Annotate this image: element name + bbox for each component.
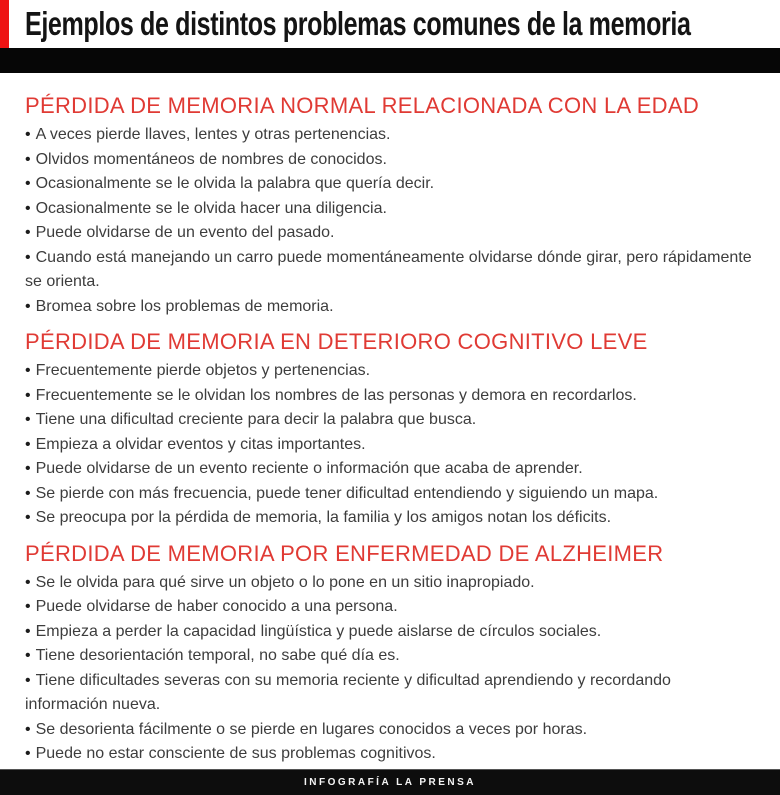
- bullet-icon: •: [25, 720, 31, 738]
- header-divider-bar: [0, 48, 780, 73]
- header: [0, 0, 780, 48]
- page-title: Ejemplos de distintos problemas comunes de la memoria: [25, 5, 691, 42]
- bullet-text: A veces pierde llaves, lentes y otras pertenencias.: [35, 126, 391, 143]
- bullet-item: [25, 620, 755, 645]
- bullet-item: [25, 359, 755, 384]
- bullet-text: Frecuentemente pierde objetos y pertenencias.: [35, 362, 371, 379]
- red-accent-bar: [0, 0, 9, 48]
- bullet-icon: •: [25, 622, 31, 640]
- bullet-text: Ocasionalmente se le olvida la palabra que quería decir.: [35, 175, 435, 192]
- bullet-item: [25, 457, 755, 482]
- bullet-item: [25, 669, 755, 718]
- bullet-icon: •: [25, 248, 31, 266]
- bullet-icon: •: [25, 671, 31, 689]
- bullet-item: [25, 246, 755, 295]
- bullet-text: Se desorienta fácilmente o se pierde en lugares conocidos a veces por horas.: [35, 720, 588, 738]
- bullet-text: Frecuentemente se le olvidan los nombres de las personas y demora en recordarlos.: [35, 386, 637, 404]
- memory-section: [25, 95, 755, 319]
- bullet-item: [25, 718, 755, 743]
- bullet-item: [25, 433, 755, 458]
- bullet-text: Bromea sobre los problemas de memoria.: [35, 297, 334, 315]
- bullet-icon: •: [25, 386, 31, 404]
- bullet-item: [25, 742, 755, 767]
- bullet-item: [25, 506, 755, 531]
- bullet-text: Puede olvidarse de un evento del pasado.: [35, 224, 335, 241]
- bullet-item: [25, 148, 755, 173]
- section-heading: PÉRDIDA DE MEMORIA POR ENFERMEDAD DE ALZHEIMER: [25, 540, 664, 566]
- bullet-text: Puede no estar consciente de sus problemas cognitivos.: [35, 745, 436, 762]
- bullet-icon: •: [25, 509, 31, 526]
- bullet-icon: •: [25, 647, 31, 664]
- bullet-icon: •: [25, 435, 31, 453]
- bullet-text: Tiene una dificultad creciente para decir la palabra que busca.: [35, 411, 477, 428]
- bullet-text: Se le olvida para qué sirve un objeto o lo pone en un sitio inapropiado.: [35, 573, 535, 591]
- bullet-icon: •: [25, 362, 31, 379]
- content: [0, 95, 780, 767]
- bullet-text: Empieza a perder la capacidad lingüística y puede aislarse de círculos sociales.: [35, 622, 602, 640]
- bullet-item: [25, 571, 755, 596]
- bullet-icon: •: [25, 199, 31, 217]
- footer-bar: [0, 769, 780, 795]
- bullet-text: Tiene dificultades severas con su memoria reciente y dificultad aprendiendo y recordando información nueva.: [25, 671, 671, 713]
- section-heading: PÉRDIDA DE MEMORIA NORMAL RELACIONADA CON LA EDAD: [25, 93, 700, 118]
- bullet-item: [25, 595, 755, 620]
- memory-section: [25, 540, 755, 767]
- bullet-icon: •: [25, 460, 31, 477]
- bullet-item: [25, 644, 755, 669]
- bullet-item: [25, 408, 755, 433]
- bullet-item: [25, 384, 755, 409]
- bullet-item: [25, 482, 755, 507]
- bullet-item: [25, 295, 755, 320]
- bullet-text: Olvidos momentáneos de nombres de conocidos.: [35, 150, 387, 168]
- bullet-icon: •: [25, 745, 31, 762]
- bullet-item: [25, 172, 755, 197]
- memory-section: [25, 331, 755, 531]
- bullet-item: [25, 221, 755, 246]
- bullet-icon: •: [25, 150, 31, 168]
- bullet-icon: •: [25, 297, 31, 315]
- section-heading: PÉRDIDA DE MEMORIA EN DETERIORO COGNITIVO LEVE: [25, 329, 648, 354]
- bullet-icon: •: [25, 598, 31, 615]
- bullet-icon: •: [25, 175, 31, 192]
- bullet-text: Empieza a olvidar eventos y citas importantes.: [35, 435, 366, 453]
- bullet-text: Cuando está manejando un carro puede momentáneamente olvidarse dónde girar, pero rápidamente se orienta.: [25, 248, 752, 290]
- bullet-icon: •: [25, 573, 31, 591]
- bullet-text: Se preocupa por la pérdida de memoria, la familia y los amigos notan los déficits.: [35, 509, 612, 526]
- footer-credit: INFOGRAFÍA LA PRENSA: [303, 777, 477, 788]
- bullet-icon: •: [25, 411, 31, 428]
- bullet-icon: •: [25, 484, 31, 502]
- bullet-text: Puede olvidarse de haber conocido a una persona.: [35, 598, 398, 615]
- bullet-text: Puede olvidarse de un evento reciente o información que acaba de aprender.: [35, 460, 583, 477]
- bullet-item: [25, 123, 755, 148]
- bullet-text: Ocasionalmente se le olvida hacer una diligencia.: [35, 199, 387, 217]
- bullet-item: [25, 197, 755, 222]
- bullet-icon: •: [25, 224, 31, 241]
- bullet-text: Se pierde con más frecuencia, puede tener dificultad entendiendo y siguiendo un mapa.: [35, 484, 659, 502]
- bullet-icon: •: [25, 126, 31, 143]
- bullet-text: Tiene desorientación temporal, no sabe qué día es.: [35, 647, 400, 664]
